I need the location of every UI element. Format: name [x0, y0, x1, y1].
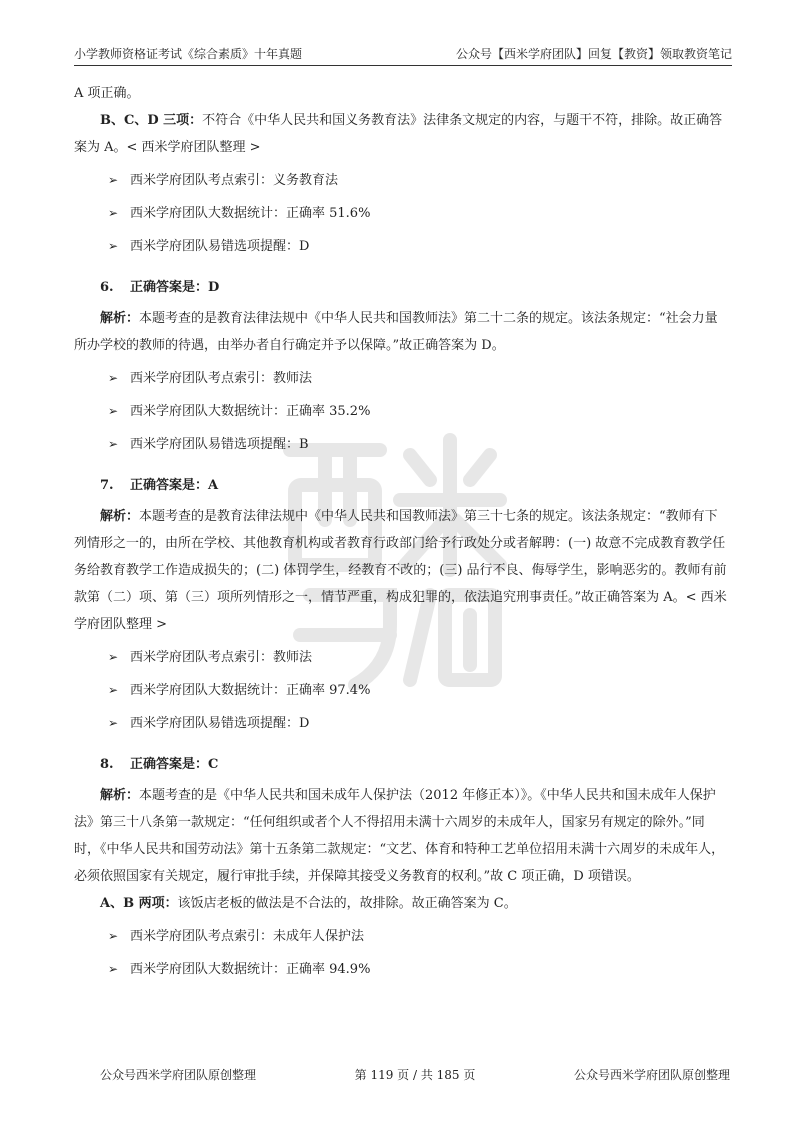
list-item-text: 西米学府团队考点索引：义务教育法: [130, 173, 339, 188]
answer-heading: 正确答案是：A: [130, 478, 219, 493]
explanation-paragraph: [74, 890, 730, 917]
footer-left: 公众号西米学府团队原创整理: [100, 1068, 257, 1082]
explanation-text: 不符合《中华人民共和国义务教育法》法律条文规定的内容，与题干不符，排除。故正确答案为 A。< 西米学府团队整理 >: [74, 113, 723, 155]
arrow-bullet-icon: ➢: [108, 650, 119, 664]
explanation-paragraph: [74, 107, 730, 161]
page-header: [74, 40, 732, 66]
list-item-text: 西米学府团队大数据统计：正确率 51.6%: [130, 206, 371, 221]
arrow-bullet-icon: ➢: [108, 929, 119, 943]
option-lead: B、C、D 三项：: [100, 113, 203, 128]
arrow-bullet-icon: ➢: [108, 173, 119, 187]
answer-heading: 正确答案是：C: [130, 757, 219, 772]
explanation-paragraph: [74, 503, 730, 638]
option-lead: A、B 两项：: [100, 896, 178, 911]
explanation-lead: 解析：: [100, 509, 140, 524]
list-item: [108, 233, 730, 260]
list-item-text: 西米学府团队大数据统计：正确率 94.9%: [130, 962, 371, 977]
list-item-text: 西米学府团队考点索引：教师法: [130, 650, 313, 665]
explanation-text: 本题考查的是《中华人民共和国未成年人保护法（2012 年修正本）》。《中华人民共和国未成年人保护法》第三十八条第一款规定：“任何组织或者个人不得招用未满十六周岁的未成年人，国家另有规定的除外。”同时，《中华人民共和国劳动法》第十五条第二款规定：“文艺、体育和特种工艺单位招用未满十六周岁的未成年人，必须依照国家有关规定，履行审批手续，并保障其接受义务教育的权利。”故 C 项正确，D 项错误。: [74, 788, 725, 884]
list-item-text: 西米学府团队考点索引：未成年人保护法: [130, 929, 365, 944]
arrow-bullet-icon: ➢: [108, 371, 119, 385]
explanation-paragraph: [74, 305, 730, 359]
list-item-text: 西米学府团队易错选项提醒：D: [130, 239, 310, 254]
list-item: [108, 710, 730, 737]
explanation-text: 本题考查的是教育法律法规中《中华人民共和国教师法》第二十二条的规定。该法条规定：“社会力量所办学校的教师的待遇，由举办者自行确定并予以保障。”故正确答案为 D。: [74, 311, 718, 353]
explanation-text: 该饭店老板的做法是不合法的，故排除。故正确答案为 C。: [177, 896, 517, 911]
list-item-text: 西米学府团队大数据统计：正确率 35.2%: [130, 404, 371, 419]
page-footer: [100, 1066, 730, 1083]
answer-text-line: A 项正确。: [74, 86, 140, 101]
header-right-note: 公众号【西米学府团队】回复【教资】领取教资笔记: [455, 47, 732, 61]
question-number: 6.: [100, 280, 114, 295]
explanation-text: 本题考查的是教育法律法规中《中华人民共和国教师法》第三十七条的规定。该法条规定：“教师有下列情形之一的，由所在学校、其他教育机构或者教育行政部门给予行政处分或者解聘：(一) 故意不完成教育教学任务给教育教学工作造成损失的；(二) 体罚学生，经教育不改的；(三) 品行不良、侮辱学生，影响恶劣的。教师有前款第（二）项、第（三）项所列情形之一，情节严重，构成犯罪的，依法追究刑事责任。”故正确答案为 A。< 西米学府团队整理 >: [74, 509, 727, 632]
list-item: [108, 200, 730, 227]
list-item-text: 西米学府团队易错选项提醒：B: [130, 437, 309, 452]
list-item: [108, 398, 730, 425]
list-item: [108, 365, 730, 392]
explanation-lead: 解析：: [100, 788, 140, 803]
explanation-paragraph: [74, 782, 730, 890]
arrow-bullet-icon: ➢: [108, 206, 119, 220]
explanation-lead: 解析：: [100, 311, 140, 326]
arrow-bullet-icon: ➢: [108, 962, 119, 976]
list-item-text: 西米学府团队大数据统计：正确率 97.4%: [130, 683, 371, 698]
question-number: 8.: [100, 757, 114, 772]
list-item: [108, 956, 730, 983]
page-content: [74, 80, 730, 989]
list-item: [108, 167, 730, 194]
arrow-bullet-icon: ➢: [108, 683, 119, 697]
list-item: [108, 923, 730, 950]
list-item-text: 西米学府团队考点索引：教师法: [130, 371, 313, 386]
arrow-bullet-icon: ➢: [108, 437, 119, 451]
question-number: 7.: [100, 478, 114, 493]
list-item-text: 西米学府团队易错选项提醒：D: [130, 716, 310, 731]
question-7-heading: [74, 472, 730, 499]
list-item: [108, 431, 730, 458]
page-number: 第 119 页 / 共 185 页: [354, 1068, 476, 1082]
question-6-heading: [74, 274, 730, 301]
arrow-bullet-icon: ➢: [108, 716, 119, 730]
list-item: [108, 677, 730, 704]
arrow-bullet-icon: ➢: [108, 404, 119, 418]
answer-heading: 正确答案是：D: [130, 280, 220, 295]
list-item: [108, 644, 730, 671]
header-left-title: 小学教师资格证考试《综合素质》十年真题: [74, 47, 303, 61]
question-8-heading: [74, 751, 730, 778]
arrow-bullet-icon: ➢: [108, 239, 119, 253]
footer-right: 公众号西米学府团队原创整理: [573, 1068, 730, 1082]
